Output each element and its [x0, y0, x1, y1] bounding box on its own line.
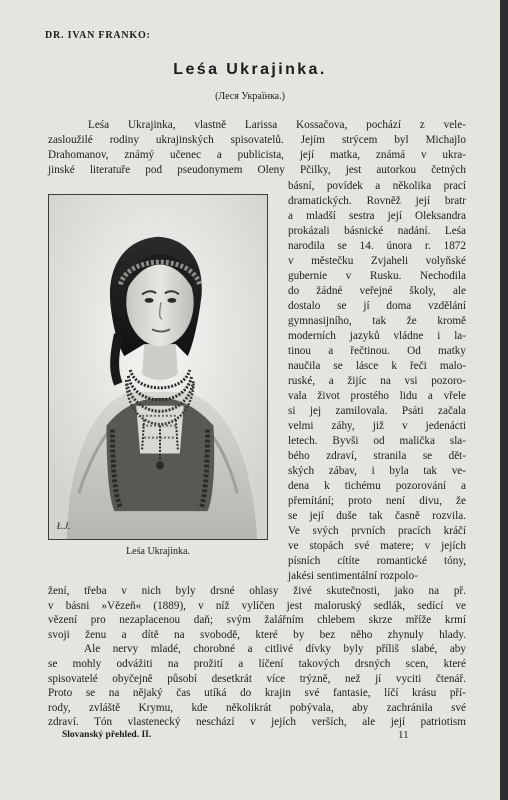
column-line: bého zdraví, stranila se dět-	[288, 450, 466, 462]
article-title: Leśa Ukrajinka.	[173, 61, 327, 78]
column-line: narodila se 14. února r. 1872	[288, 240, 466, 252]
column-line: a mladší sestra její Oleksandra	[288, 210, 466, 222]
column-line: letech. Byvši od malička sla-	[288, 435, 466, 447]
article-subtitle: (Леся Українка.)	[215, 91, 285, 102]
body-line: v básni »Vězeň« (1889), v níž vylíčen jest maloruský sedlák, sedící ve	[48, 599, 466, 612]
column-line: ve stopách své matere; v jejích	[288, 540, 466, 552]
body-line: rody, zvláště Krymu, kde několikrát pobývala, aby zachránila své	[48, 701, 466, 714]
body-line: Leśa Ukrajinka, vlastně Larissa Kossačova, pochází z vele-	[88, 119, 466, 131]
column-line: naučila se lásce k řeči malo-	[288, 360, 466, 372]
page-edge	[500, 0, 508, 800]
column-line: vala život prostého lidu a vřele	[288, 390, 466, 402]
column-line: do žádné veřejné školy, ale	[288, 285, 466, 297]
body-line: zasloužilé rodiny ukrajinských spisovatelů. Jejím strýcem byl Michajlo	[48, 134, 466, 146]
column-line: jakési sentimentální rozpolo-	[288, 570, 418, 582]
body-line: se mohly odvážiti na prožití a líčení takových drsných scen, které	[48, 658, 466, 670]
column-line: v městečku Zvjaheli volyňské	[288, 255, 466, 267]
body-line: svoji ženu a dítě na svobodě, které by bez něho zhynuly hlady.	[48, 628, 466, 641]
column-line: gubernie v Rusku. Nechodila	[288, 270, 466, 282]
column-line: básní, povídek a několika prací	[288, 180, 466, 192]
author-header: DR. IVAN FRANKO:	[45, 30, 151, 41]
column-line: dostalo se jí doma vzdělání	[288, 300, 466, 312]
column-line: si jej zamilovala. Psáti začala	[288, 405, 466, 417]
column-line: přemítání; proto není divu, že	[288, 495, 466, 507]
body-line: zdraví. Tón vlastenecký neschází v jejích verších, ale její patriotism	[48, 716, 466, 729]
column-line: se její duše tak časně rozvila.	[288, 510, 466, 522]
column-line: písních cítíte romantické tóny,	[288, 555, 466, 567]
column-line: gymnasijního, tak že kromě	[288, 315, 466, 327]
signature-mark: 11	[398, 729, 409, 741]
photo-caption: Leśa Ukrajinka.	[126, 546, 190, 557]
column-line: prokázali básnické nadání. Leśa	[288, 225, 466, 237]
column-line: dena k tichému pozorování a	[288, 480, 466, 492]
body-line: Proto se na nějaký čas utíká do krajin své fantasie, líčí krásu pří-	[48, 687, 466, 700]
body-line: žení, třeba v nich byly drsné ohlasy živé skutečnosti, jako na př.	[48, 585, 466, 597]
journal-footer: Slovanský přehled. II.	[62, 730, 152, 740]
body-line: Drahomanov, známý učenec a publicista, její matka, známá v ukra-	[48, 149, 466, 161]
body-line: jinské literatuře pod pseudonymem Oleny Pčilky, jest autorkou četných	[48, 164, 466, 176]
column-line: moderních jazyků vládne i la-	[288, 330, 466, 342]
column-line: tinou a řečtinou. Od matky	[288, 345, 466, 357]
body-line: spisovatelé obyčejně působí desetkrát více trýzně, než jí vyciti čtenář.	[48, 672, 466, 685]
column-line: dramatických. Rovněž její bratr	[288, 195, 466, 207]
portrait-image	[49, 195, 267, 539]
column-line: ských zábav, i byla tak ve-	[288, 465, 466, 477]
body-line: vězení pro nezaplacenou daň; svým žalářním chlebem skrze mříže krmí	[48, 614, 466, 627]
portrait-photo	[48, 194, 268, 540]
body-line: Ale nervy mladé, chorobné a citlivé dívky byly příliš slabé, aby	[84, 643, 466, 656]
photo-signature: Ł.J.	[56, 521, 71, 532]
column-line: Ve svých prvních pracích kráčí	[288, 525, 466, 537]
column-line: ruské, a žijíc na vsi pozoro-	[288, 375, 466, 387]
column-line: velmi záhy, již v jedenácti	[288, 420, 466, 432]
